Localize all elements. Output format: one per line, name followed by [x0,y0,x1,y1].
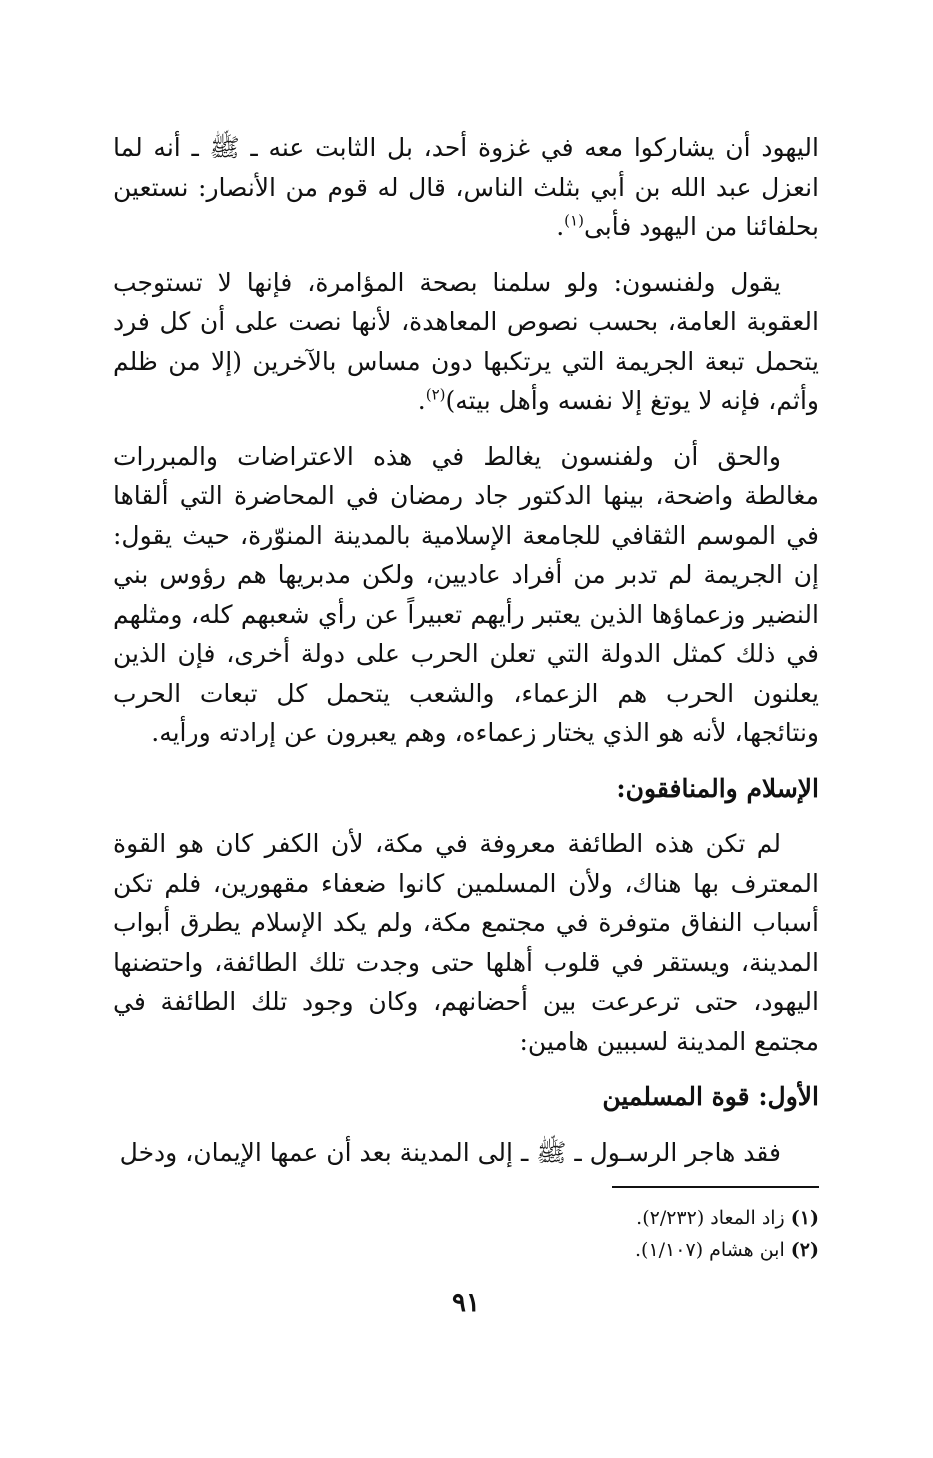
paragraph-2 [113,263,819,421]
paragraph-1 [113,128,819,247]
paragraph-1-end: . [556,212,565,241]
footnote-ref-1: (١) [564,211,584,230]
paragraph-3-text: والحق أن ولفنسون يغالط في هذه الاعتراضات والمبررات مغالطة واضحة، بينها الدكتور جاد رمضان في المحاضرة التي ألقاها في الموسم الثقافي للجامعة الإسلامية بالمدينة المنوّرة، حيث يقول: إن الجريمة لم تدبر من أفراد عاديين، ولكن مدبريها هم رؤوس بني النضير وزعماؤها الذين يعتبر رأيهم تعبيراً عن رأي شعبهم كله، ومثلهم في ذلك كمثل الدولة التي تعلن الحرب على دولة أخرى، فإن الذين يعلنون الحرب هم الزعماء، والشعب يتحمل كل تبعات الحرب ونتائجها، لأنه هو الذي يختار زعماءه، وهم يعبرون عن إرادته ورأيه. [113,441,819,747]
paragraph-5-text: فقد هاجر الرسـول ـ ﷺ ـ إلى المدينة بعد أن عمها الإيمان، ودخل [119,1137,781,1167]
paragraph-3 [113,437,819,753]
section-heading-islam-hypocrites: الإسلام والمنافقون: [616,773,819,803]
footnote-2-text: ابن هشام (١/١٠٧). [635,1239,785,1261]
main-text [113,128,819,1188]
footnote-2 [400,1234,819,1266]
footnote-ref-2: (٢) [425,385,446,404]
page-number: ٩١ [452,1288,480,1318]
paragraph-1-text: اليهود أن يشاركوا معه في غزوة أحد، بل الثابت عنه ـ ﷺ ـ أنه لما انعزل عبد الله بن أبي بثلث الناس، قال له قوم من الأنصار: نستعين بحلفائنا من اليهود فأبى [113,133,819,241]
paragraph-4-text: لم تكن هذه الطائفة معروفة في مكة، لأن الكفر كان هو القوة المعترف بها هناك، ولأن المسلمين كانوا ضعفاء مقهورين، فلم تكن أسباب النفاق متوفرة في مجتمع مكة، ولم يكد الإسلام يطرق أبواب المدينة، ويستقر في قلوب أهلها حتى وجدت تلك الطائفة، واحتضنها اليهود، حتى ترعرعت بين أحضانهم، وكان وجود تلك الطائفة في مجتمع المدينة لسببين هامين: [113,829,819,1056]
section-heading-first-reason: الأول: قوة المسلمين [602,1082,819,1111]
footnote-1 [400,1202,819,1234]
footnote-2-number: (٢) [790,1239,819,1261]
footnotes [400,1202,819,1266]
paragraph-2-end: . [417,386,426,415]
footnote-divider [612,1186,819,1188]
paragraph-5 [113,1133,819,1173]
paragraph-2-text: يقول ولفنسون: ولو سلمنا بصحة المؤامرة، فإنها لا تستوجب العقوبة العامة، بحسب نصوص المعاهدة، لأنها نصت على أن كل فرد يتحمل تبعة الجريمة التي يرتكبها دون مساس بالآخرين (إلا من ظلم وأثم، فإنه لا يوتغ إلا نفسه وأهل بيته) [113,267,819,415]
paragraph-4 [113,824,819,1061]
footnote-1-text: زاد المعاد (٢/٢٣٢). [636,1207,785,1229]
footnote-1-number: (١) [790,1207,819,1229]
